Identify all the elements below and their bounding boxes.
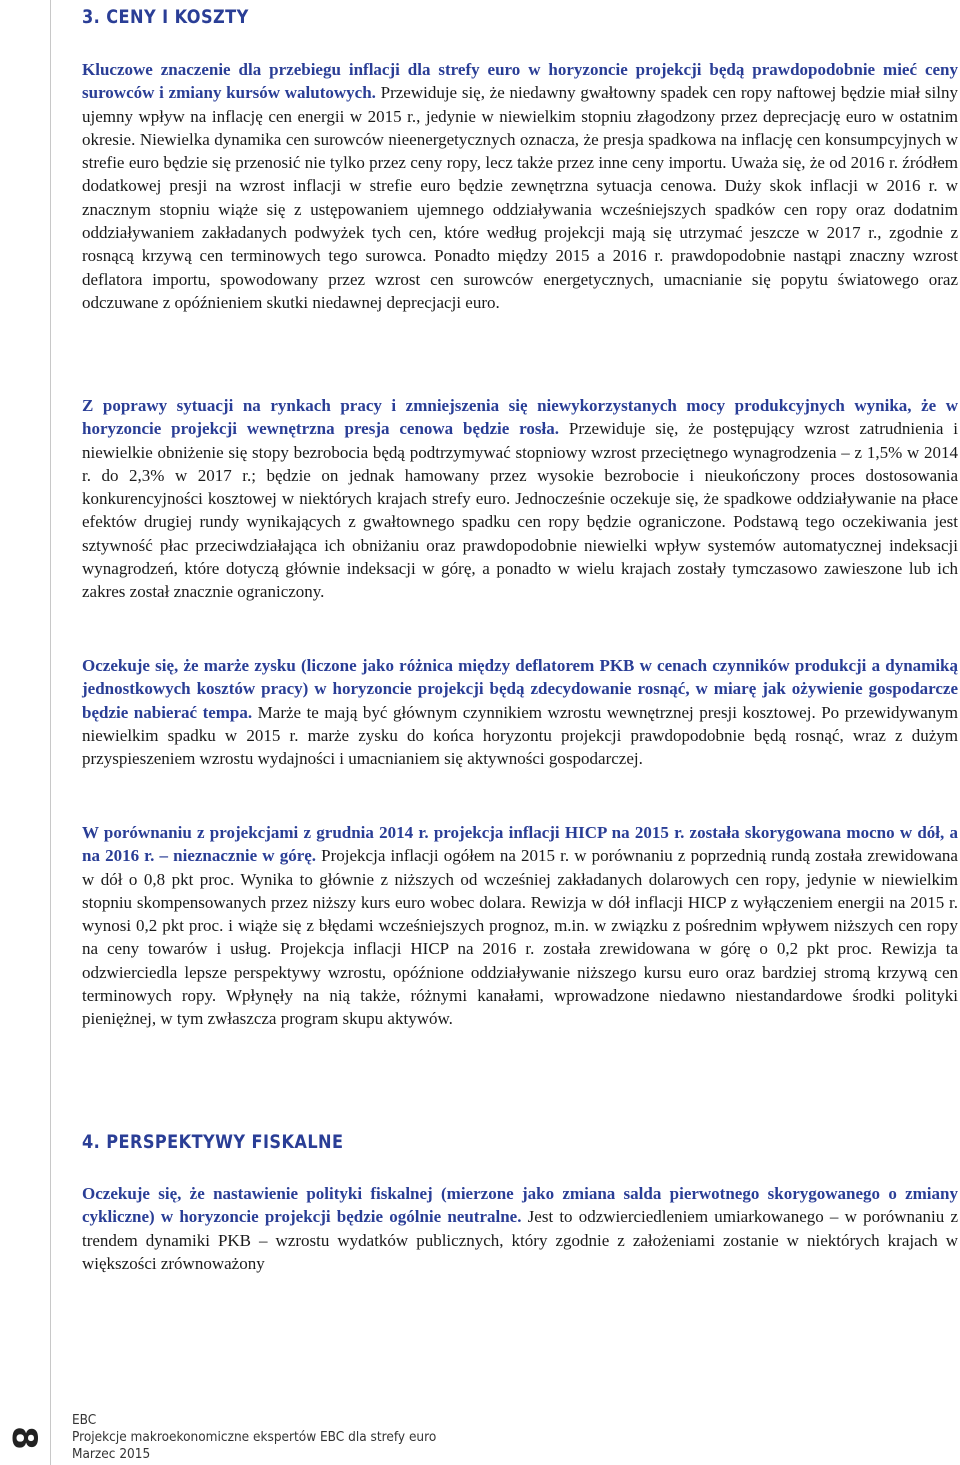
page-footer — [72, 1412, 477, 1463]
paragraph-body: Jest to odzwierciedleniem umiarkowanego – w porównaniu z trendem dynamiki PKB – wzrostu wydatków publicznych, który zgodnie z założeniami zostanie w niektórych krajach w większości zrównoważony — [82, 1207, 958, 1273]
paragraph-body: Projekcja inflacji ogółem na 2015 r. w porównaniu z poprzednią rundą została zrewidowana w dół o 0,8 pkt proc. Wynika to głównie z niższych od wcześniej zakładanych dolarowych cen ropy, jedynie w niewielkim stopniu skompensowanych przez niższy kurs euro wobec dolara. Rewizja w dół inflacji HICP z wyłączeniem energii na 2015 r. wynosi 0,2 pkt proc. i wiąże się z błędami wcześniejszych prognoz, m.in. w związku z pośrednim wpływem niższych cen ropy na ceny towarów i usług. Projekcja inflacji HICP na 2016 r. została zrewidowana w górę o 0,2 pkt proc. Rewizja ta odzwierciedla lepsze perspektywy wzrostu, opóźnione oddziaływanie niższego kursu euro oraz bardziej stromą krzywą cen terminowych ropy. Wpłynęły na nią także, różnymi kanałami, wprowadzone niedawno niestandardowe środki polityki pieniężnej, w tym zwłaszcza program skupu aktywów. — [82, 846, 958, 1029]
paragraph-body: Marże te mają być głównym czynnikiem wzrostu wewnętrznej presji kosztowej. Po przewidywanym niewielkim spadku w 2015 r. marże zysku do końca horyzontu projekcji prawdopodobnie będą rosnąć, wraz z dużym przyspieszeniem wzrostu wydajności i umacnianiem się aktywności gospodarczej. — [82, 702, 958, 769]
section-3-paragraph-3 — [82, 654, 958, 770]
section-3-paragraph-2 — [82, 394, 958, 604]
section-3-heading: 3. CENY I KOSZTY — [82, 6, 249, 28]
footer-publisher: EBC — [72, 1412, 97, 1428]
paragraph-body: Przewiduje się, że postępujący wzrost zatrudnienia i niewielkie obniżenie się stopy bezrobocia będą podtrzymywać stopniowy wzrost przeciętnego wynagrodzenia – z 1,5% w 2014 r. do 2,3% w 2017 r.; będzie on jednak hamowany przez wysokie bezrobocie i nieukończony proces dostosowania konkurencyjności kosztowej w niektórych krajach strefy euro. Jednocześnie oczekuje się, że spadkowe oddziaływanie na płace efektów drugiej rundy wynikających z gwałtownego spadku cen ropy będzie ograniczone. Podstawą tego oczekiwania jest sztywność płac przeciwdziałająca ich obniżaniu oraz prawdopodobnie niewielki wpływ systemów automatycznej indeksacji wynagrodzeń, które dotyczą głównie indeksacji w górę, a ponadto w wielu krajach zostały tymczasowo zawieszone lub ich zakres został znacznie ograniczony. — [82, 419, 958, 602]
left-margin-rule — [50, 0, 51, 1465]
paragraph-lead: W porównaniu z projekcjami z grudnia 2014 r. projekcja inflacji HICP na 2015 r. została skorygowana mocno w dół, a na 2016 r. – nieznacznie w górę. — [82, 823, 958, 866]
paragraph-lead: Z poprawy sytuacji na rynkach pracy i zmniejszenia się niewykorzystanych mocy produkcyjnych wynika, że w horyzoncie projekcji wewnętrzna presja cenowa będzie rosła. — [82, 396, 958, 439]
section-3-paragraph-1 — [82, 58, 958, 314]
section-4-heading: 4. PERSPEKTYWY FISKALNE — [82, 1131, 344, 1153]
footer-date: Marzec 2015 — [72, 1446, 151, 1462]
paragraph-lead: Oczekuje się, że marże zysku (liczone jako różnica między deflatorem PKB w cenach czynników produkcji a dynamiką jednostkowych kosztów pracy) w horyzoncie projekcji będą zdecydowanie rosnąć, w miarę jak ożywienie gospodarcze będzie nabierać tempa. — [82, 656, 958, 722]
footer-publication-title: Projekcje makroekonomiczne ekspertów EBC dla strefy euro — [72, 1429, 437, 1445]
page-number: 8 — [4, 1426, 44, 1450]
section-4-paragraph-1 — [82, 1182, 958, 1275]
paragraph-lead: Oczekuje się, że nastawienie polityki fiskalnej (mierzone jako zmiana salda pierwotnego skorygowanego o zmiany cykliczne) w horyzoncie projekcji będzie ogólnie neutralne. — [82, 1184, 958, 1227]
paragraph-lead: Kluczowe znaczenie dla przebiegu inflacji dla strefy euro w horyzoncie projekcji będą prawdopodobnie mieć ceny surowców i zmiany kursów walutowych. — [82, 60, 958, 103]
paragraph-body: Przewiduje się, że niedawny gwałtowny spadek cen ropy naftowej będzie miał silny ujemny wpływ na inflację cen energii w 2015 r., jedynie w niewielkim stopniu złagodzony przez deprecjację euro w ostatnim okresie. Niewielka dynamika cen surowców nieenergetycznych oznacza, że presja spadkowa na inflację cen konsumpcyjnych w strefie euro będzie się przenosić nie tylko przez ceny ropy, lecz także przez inne ceny importu. Uważa się, że od 2016 r. źródłem dodatkowej presji na wzrost inflacji w strefie euro będzie zewnętrzna sytuacja cenowa. Duży skok inflacji w 2016 r. w znacznym stopniu wiąże się z ustępowaniem ujemnego oddziaływania wcześniejszych spadków cen ropy oraz dodatnim oddziaływaniem zakładanych podwyżek tych cen, które według projekcji mają się utrzymać jeszcze w 2017 r., zgodnie z rosnącą krzywą cen terminowych tego surowca. Ponadto między 2015 a 2016 r. prawdopodobnie nastąpi znaczny wzrost deflatora importu, spowodowany przez wzrost cen surowców energetycznych, umacnianie się popytu światowego oraz odczuwane z opóźnieniem skutki niedawnej deprecjacji euro. — [82, 83, 958, 312]
section-3-paragraph-4 — [82, 821, 958, 1031]
